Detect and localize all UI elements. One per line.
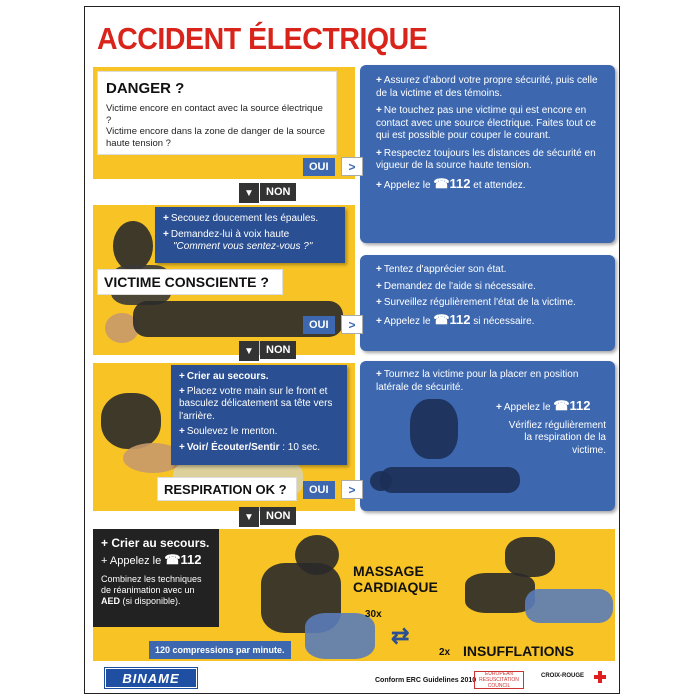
step3-action-main: + Tournez la victime pour la placer en position latérale de sécurité. — [376, 369, 579, 393]
step1-action-1: + Assurez d'abord votre propre sécurité, puis celle de la victime et des témoins. — [376, 75, 598, 99]
insuff-label: INSUFFLATIONS — [463, 643, 574, 659]
massage-count: 30x — [365, 609, 382, 620]
erc-logo: EUROPEAN RESUSCITATION COUNCIL — [474, 671, 524, 689]
step1-non-label: NON — [260, 183, 296, 201]
step3-call: + Appelez le ☎112 — [496, 398, 591, 413]
step1-question-box — [97, 71, 337, 155]
conform-text: Conform ERC Guidelines 2010 — [375, 677, 477, 684]
step3-actions-panel — [360, 361, 615, 511]
step2-non-arrow-icon: ▼ — [239, 341, 259, 361]
step3-shout: + Crier au secours. — [179, 371, 269, 382]
massage-label: MASSAGE CARDIAQUE — [353, 563, 438, 595]
step4-combine: Combinez les techniques de réanimation avec un AED (si disponible). — [101, 574, 202, 606]
step2-question-box — [97, 269, 283, 295]
step2-action-3: + Surveillez régulièrement l'état de la victime. — [376, 297, 576, 308]
step1-action-2: + Ne touchez pas une victime qui est encore en contact avec une source électrique. Faites tout ce qui est possible pour couper le courant. — [376, 105, 597, 141]
step2-action-2: + Demandez de l'aide si nécessaire. — [376, 280, 536, 292]
step3-verify: Vérifiez régulièrement la respiration de la victime. — [508, 419, 606, 456]
step1-title: DANGER ? — [106, 80, 185, 97]
insuff-count: 2x — [439, 647, 451, 658]
step3-check: + Voir/ Écouter/Sentir : 10 sec. — [179, 441, 321, 453]
page-title: ACCIDENT ÉLECTRIQUE — [97, 21, 428, 56]
step3-instructions-box — [171, 365, 347, 465]
step1-call: + Appelez le ☎112 et attendez. — [376, 175, 526, 191]
step3-title: RESPIRATION OK ? — [164, 482, 287, 497]
step1-oui-label: OUI — [303, 158, 335, 176]
step3-instruction-1: + Placez votre main sur le front et basculez délicatement sa tête vers l'arrière. — [179, 385, 333, 422]
step4-call: + Appelez le ☎112 — [101, 552, 202, 567]
step2-quote: "Comment vous sentez-vous ?" — [173, 241, 313, 252]
biname-logo: BINAME — [105, 668, 197, 688]
step3-non-label: NON — [260, 507, 296, 525]
step1-actions-panel — [360, 65, 615, 243]
step1-non-arrow-icon: ▼ — [239, 183, 259, 203]
phone-icon: ☎ — [433, 175, 450, 191]
step2-actions-panel — [360, 255, 615, 351]
step4-dark-box — [93, 529, 219, 627]
phone-icon: ☎ — [433, 311, 450, 327]
step3-oui-label: OUI — [303, 481, 335, 499]
step2-call: + Appelez le ☎112 si nécessaire. — [376, 311, 535, 327]
step2-instruction-1: + Secouez doucement les épaules. — [163, 213, 319, 224]
step3-instruction-2: + Soulevez le menton. — [179, 426, 278, 437]
cycle-arrows-icon: ⇄ — [391, 623, 410, 648]
poster — [84, 6, 620, 694]
step4-insufflation-photo — [445, 533, 615, 633]
step2-instructions-box — [155, 207, 345, 263]
step3-oui-arrow-icon: > — [341, 480, 363, 499]
step2-oui-label: OUI — [303, 316, 335, 334]
step3-question-box — [157, 477, 297, 501]
step1-action-3: + Respectez toujours les distances de sécurité en vigueur de la source haute tension. — [376, 147, 596, 171]
red-cross-icon — [593, 670, 607, 684]
step1-desc-2: Victime encore dans la zone de danger de la source haute tension ? — [106, 126, 325, 149]
step4-shout: + Crier au secours. — [101, 536, 210, 550]
step1-oui-arrow-icon: > — [341, 157, 363, 176]
red-cross-text: CROIX-ROUGE — [541, 673, 585, 679]
phone-icon: ☎ — [164, 552, 181, 567]
step2-action-1: + Tentez d'apprécier son état. — [376, 264, 507, 275]
step2-instruction-2: + Demandez-lui à voix haute — [163, 228, 290, 240]
phone-icon: ☎ — [553, 398, 570, 413]
step2-oui-arrow-icon: > — [341, 315, 363, 334]
step3-non-arrow-icon: ▼ — [239, 507, 259, 527]
step1-desc-1: Victime encore en contact avec la source électrique ? — [106, 103, 323, 126]
step2-non-label: NON — [260, 341, 296, 359]
compressions-badge: 120 compressions par minute. — [149, 641, 291, 659]
step2-title: VICTIME CONSCIENTE ? — [104, 274, 269, 290]
